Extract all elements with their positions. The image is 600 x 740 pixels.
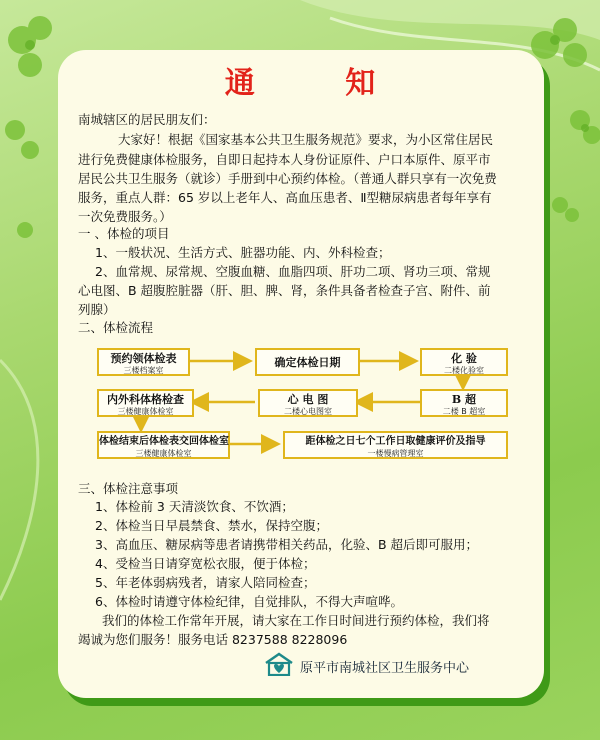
flow-step-location: 三楼健康体检室	[135, 449, 192, 458]
section3-item: 6、体检时请遵守体检纪律，自觉排队，不得大声喧哗。	[95, 594, 403, 609]
flow-step-results	[283, 431, 508, 459]
intro-line-1: 大家好！根据《国家基本公共卫生服务规范》要求，为小区常住居民	[118, 132, 494, 147]
flow-step-ultrasound	[420, 389, 508, 417]
section1-item: 列腺）	[78, 302, 116, 317]
section3-item: 1、体检前 3 天清淡饮食、不饮酒；	[95, 499, 294, 514]
page-title: 通 知	[224, 66, 416, 101]
flow-step-location: 二楼心电图室	[284, 407, 332, 416]
section1-item: 1、一般状况、生活方式、脏器功能、内、外科检查；	[95, 245, 391, 260]
section1-heading: 一 、体检的项目	[78, 226, 170, 241]
section1-item: 心电图、B 超腹腔脏器（肝、胆、脾、肾，条件具备者检查子宫、附件、前	[78, 283, 491, 298]
flow-step-location: 二楼 B 超室	[442, 407, 486, 416]
greeting: 南城辖区的居民朋友们：	[78, 112, 216, 127]
flow-step-label: 内外科体格检查	[107, 393, 184, 406]
flow-step-label: 确定体检日期	[274, 356, 341, 369]
flow-step-lab-test	[420, 348, 508, 376]
flow-step-label: 化 验	[451, 352, 477, 365]
section3-item: 4、受检当日请穿宽松衣服，便于体检；	[95, 556, 316, 571]
flow-step-location: 三楼健康体检室	[117, 407, 174, 416]
section3-item: 3、高血压、糖尿病等患者请携带相关药品，化验、B 超后即可服用；	[95, 537, 479, 552]
organization-name: 原平市南城社区卫生服务中心	[300, 661, 470, 676]
flow-step-ecg	[258, 389, 358, 417]
intro-line-2: 进行免费健康体检服务，自即日起持本人身份证原件、户口本原件、原平市	[78, 152, 491, 167]
house-heart-icon	[264, 652, 294, 676]
closing-line-1: 我们的体检工作常年开展，请大家在工作日时间进行预约体检，我们将	[102, 613, 490, 628]
flow-step-location: 一楼慢病管理室	[367, 449, 424, 458]
flow-step-return-form	[97, 431, 230, 459]
intro-line-4: 服务，重点人群：65 岁以上老年人、高血压患者、Ⅱ型糖尿病患者每年享有	[78, 190, 492, 205]
section3-item: 2、体检当日早晨禁食、禁水，保持空腹；	[95, 518, 328, 533]
flow-step-appointment	[97, 348, 190, 376]
flow-step-location: 三楼档案室	[123, 366, 164, 375]
section3-heading: 三、体检注意事项	[78, 481, 179, 496]
flow-step-label: 心 电 图	[287, 393, 329, 406]
flow-step-label: 距体检之日七个工作日取健康评价及指导	[305, 436, 486, 447]
flow-step-physical-exam	[97, 389, 194, 417]
section2-heading: 二、体检流程	[78, 320, 154, 335]
intro-line-3: 居民公共卫生服务（就诊）手册到中心预约体检。（普通人群只享有一次免费	[78, 171, 497, 186]
flow-step-label: 预约领体检表	[110, 352, 177, 365]
section3-item: 5、年老体弱病残者，请家人陪同检查；	[95, 575, 316, 590]
flow-step-schedule	[255, 348, 360, 376]
closing-line-2: 竭诚为您们服务！服务电话 8237588 8228096	[78, 632, 348, 647]
section1-item: 2、血常规、尿常规、空腹血糖、血脂四项、肝功二项、肾功三项、常规	[95, 264, 491, 279]
flow-step-label: B 超	[451, 393, 477, 406]
intro-line-5: 一次免费服务。）	[78, 209, 172, 224]
flow-step-label: 体检结束后体检表交回体检室	[99, 436, 229, 447]
flow-step-location: 二楼化验室	[444, 366, 484, 375]
